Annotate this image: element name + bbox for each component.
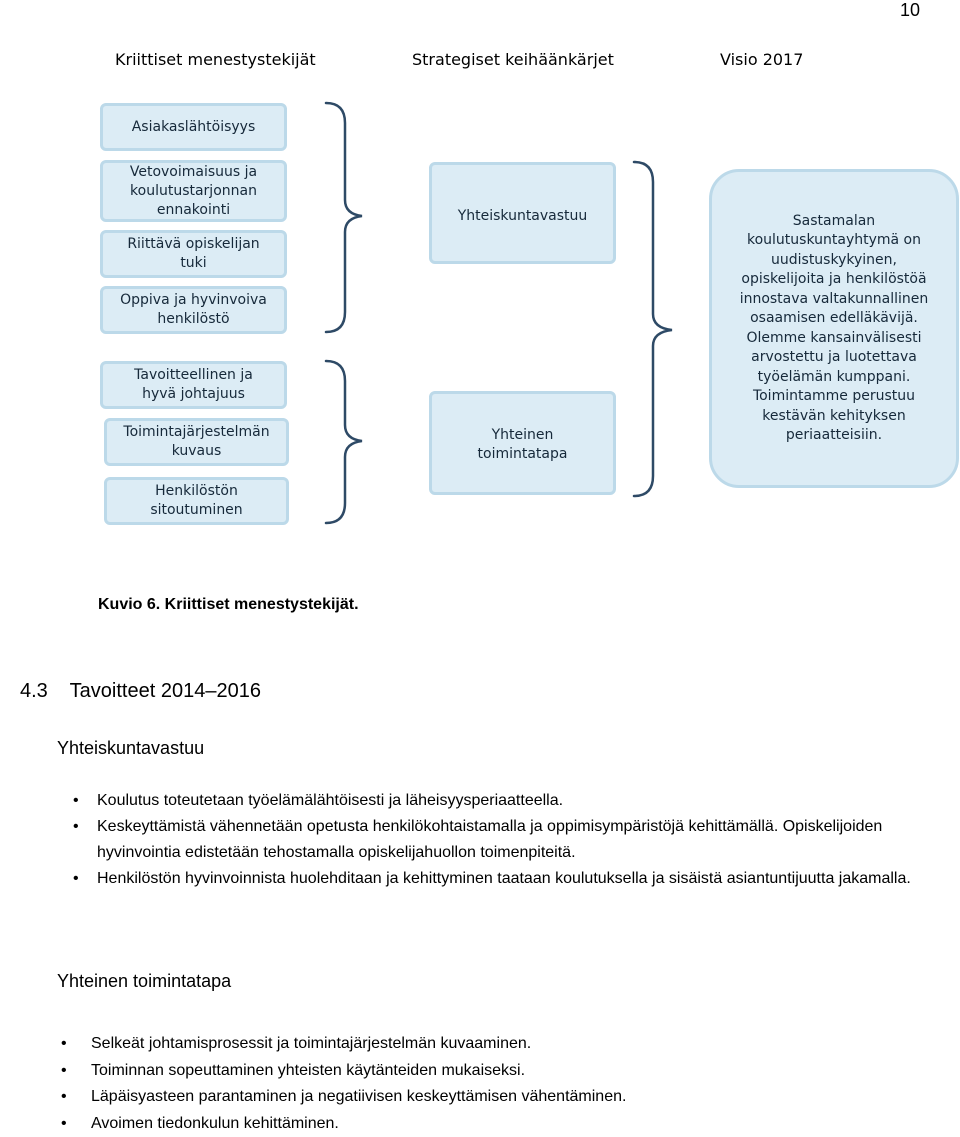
list-item: • Koulutus toteutetaan työelämälähtöisesti ja läheisyysperiaatteella. [97,788,917,814]
bullet-list-common-practice [91,1031,911,1137]
list-item: • Keskeyttämistä vähennetään opetusta henkilökohtaistamalla ja oppimisympäristöjä kehittämällä. Opiskelijoiden hyvinvointia edistetään tehostamalla opiskelijahuollon toimenpiteitä. [97,814,917,866]
spearhead-box-social-responsibility: Yhteiskuntavastuu [429,162,616,264]
bracket-connectors [0,0,960,560]
factor-box-leadership: Tavoitteellinen ja hyvä johtajuus [100,361,287,409]
factor-box-staff-commitment: Henkilöstön sitoutuminen [104,477,289,525]
factor-box-customer-orientation: Asiakaslähtöisyys [100,103,287,151]
vision-box: Sastamalan koulutuskuntayhtymä on uudistuskykyinen, opiskelijoita ja henkilöstöä innostava valtakunnallinen osaamisen edelläkävijä. Olemme kansainvälisesti arvostettu ja luotettava työelämän kumppani. Toimintamme perustuu kestävän kehityksen periaatteisiin. [709,169,959,488]
header-strategic-spearheads: Strategiset keihäänkärjet [412,50,614,69]
list-item: • Avoimen tiedonkulun kehittäminen. [91,1111,911,1137]
bullet-icon: • [61,1111,67,1137]
section-heading: 4.3 Tavoitteet 2014–2016 [20,680,261,703]
factor-box-learning-staff: Oppiva ja hyvinvoiva henkilöstö [100,286,287,334]
list-item: • Läpäisyasteen parantaminen ja negatiivisen keskeyttämisen vähentäminen. [91,1084,911,1111]
factor-box-attractiveness: Vetovoimaisuus ja koulutustarjonnan ennakointi [100,160,287,222]
bullet-icon: • [61,1031,67,1058]
spearhead-box-common-practice: Yhteinen toimintatapa [429,391,616,495]
bullet-icon: • [73,814,79,840]
bullet-icon: • [61,1058,67,1085]
bullet-icon: • [73,788,79,814]
list-item: • Selkeät johtamisprosessit ja toimintajärjestelmän kuvaaminen. [91,1031,911,1058]
bullet-list-social-responsibility [97,788,917,892]
bracket-upper-left [326,103,362,332]
list-item: • Toiminnan sopeuttaminen yhteisten käytänteiden mukaiseksi. [91,1058,911,1085]
header-vision-2017: Visio 2017 [720,50,803,69]
bracket-right [634,162,672,496]
header-critical-factors: Kriittiset menestystekijät [115,50,316,69]
bullet-icon: • [61,1084,67,1111]
page-number: 10 [900,0,920,21]
subheading-social-responsibility: Yhteiskuntavastuu [57,738,204,759]
subheading-common-practice: Yhteinen toimintatapa [57,971,231,992]
figure-caption: Kuvio 6. Kriittiset menestystekijät. [98,596,359,614]
factor-box-student-support: Riittävä opiskelijan tuki [100,230,287,278]
list-item: • Henkilöstön hyvinvoinnista huolehditaan ja kehittyminen taataan koulutuksella ja sisäistä asiantuntijuutta jakamalla. [97,866,917,892]
bullet-icon: • [73,866,79,892]
bracket-lower-left [326,361,362,523]
factor-box-operating-system: Toimintajärjestelmän kuvaus [104,418,289,466]
